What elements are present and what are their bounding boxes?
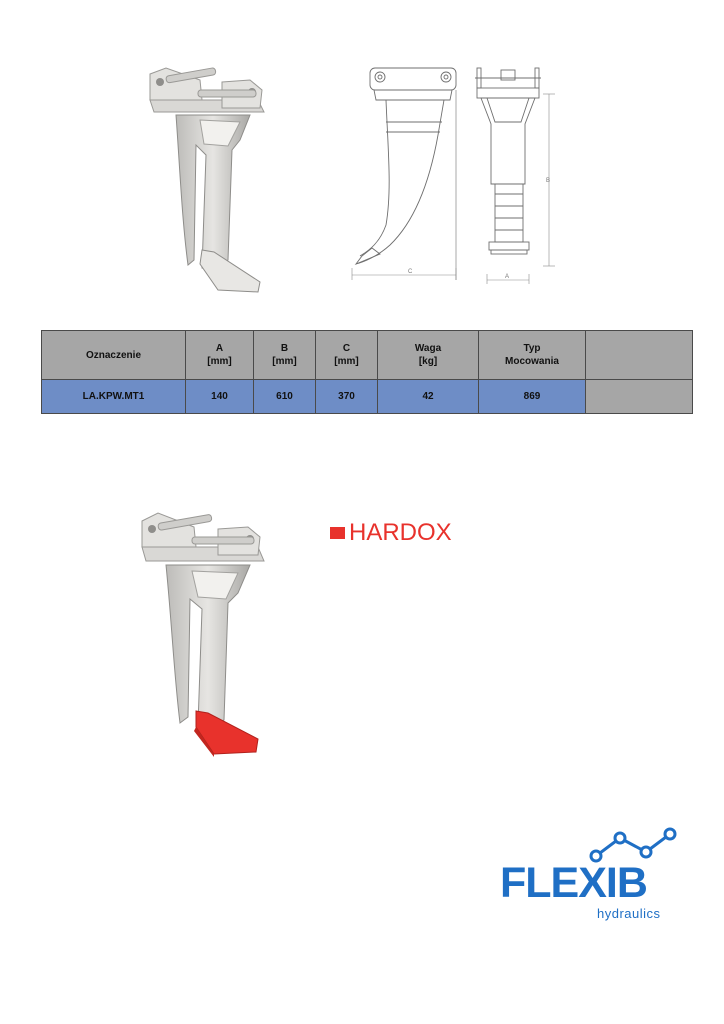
cell-b: 610 bbox=[254, 380, 316, 414]
dim-b-label: B bbox=[546, 178, 551, 184]
hardox-label: HARDOX bbox=[349, 519, 452, 546]
header-empty bbox=[586, 331, 693, 380]
dim-c-label: C bbox=[408, 269, 413, 275]
spec-table bbox=[41, 330, 693, 414]
ripper-render-top bbox=[140, 60, 280, 295]
dim-a-label: A bbox=[505, 274, 510, 280]
table-row bbox=[42, 380, 693, 414]
header-b: B [mm] bbox=[254, 331, 316, 380]
header-a: A [mm] bbox=[186, 331, 254, 380]
header-waga: Waga [kg] bbox=[378, 331, 479, 380]
header-c: C [mm] bbox=[316, 331, 378, 380]
cell-oznaczenie: LA.KPW.MT1 bbox=[42, 380, 186, 414]
technical-drawing-side bbox=[350, 60, 462, 285]
logo-subtitle: hydraulics bbox=[597, 906, 661, 921]
cell-typ-mocowania: 869 bbox=[479, 380, 586, 414]
technical-drawing-front bbox=[473, 64, 563, 284]
ripper-render-hardox bbox=[132, 505, 272, 760]
logo-wordmark: FLEXIB bbox=[500, 859, 647, 907]
hardox-swatch bbox=[330, 527, 345, 539]
cell-empty bbox=[586, 380, 693, 414]
header-typ-mocowania: Typ Mocowania bbox=[479, 331, 586, 380]
cell-a: 140 bbox=[186, 380, 254, 414]
cell-c: 370 bbox=[316, 380, 378, 414]
cell-waga: 42 bbox=[378, 380, 479, 414]
header-oznaczenie: Oznaczenie bbox=[42, 331, 186, 380]
table-header-row bbox=[42, 331, 693, 380]
hardox-legend bbox=[330, 519, 452, 547]
